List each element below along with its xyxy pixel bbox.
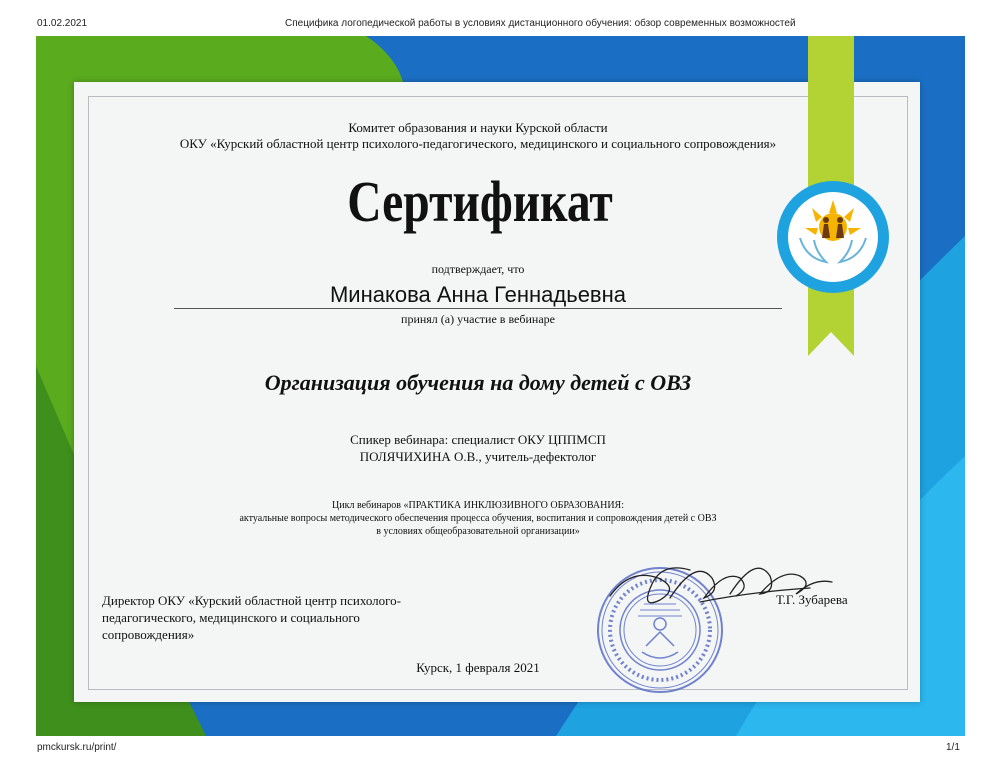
emblem-medal — [776, 180, 890, 294]
place-date: Курск, 1 февраля 2021 — [416, 660, 540, 675]
director-signature — [600, 548, 840, 628]
name-underline — [174, 308, 782, 309]
footer-page-number: 1/1 — [946, 742, 960, 753]
header-date: 01.02.2021 — [37, 18, 88, 29]
director-name: Т.Г. Зубарева — [776, 592, 848, 607]
speaker-line-1: Спикер вебинара: специалист ОКУ ЦППМСП — [350, 432, 606, 447]
cycle-line-2: актуальные вопросы методического обеспечения процесса обучения, воспитания и сопровождения детей с ОВЗ — [239, 513, 717, 524]
organization-line-1: Комитет образования и науки Курской области — [348, 120, 608, 135]
header-page-title: Специфика логопедической работы в условиях дистанционного обучения: обзор современных возможностей — [285, 18, 796, 29]
organization-line-2: ОКУ «Курский областной центр психолого-педагогического, медицинского и социального сопровождения» — [179, 136, 777, 151]
speaker-line-2: ПОЛЯЧИХИНА О.В., учитель-дефектолог — [359, 449, 597, 464]
confirms-text: подтверждает, что — [431, 262, 525, 276]
recipient-name: Минакова Анна Геннадьевна — [329, 282, 627, 307]
cycle-line-3: в условиях общеобразовательной организации» — [376, 526, 580, 537]
director-title: Директор ОКУ «Курский областной центр психолого-педагогического, медицинского и социального сопровождения» — [102, 593, 401, 642]
footer-url: pmckursk.ru/print/ — [37, 742, 117, 753]
participated-text: принял (а) участие в вебинаре — [401, 312, 555, 326]
webinar-title: Организация обучения на дому детей с ОВЗ — [264, 370, 692, 395]
certificate-title: Сертификат — [347, 169, 613, 234]
cycle-line-1: Цикл вебинаров «ПРАКТИКА ИНКЛЮЗИВНОГО ОБРАЗОВАНИЯ: — [332, 500, 624, 511]
